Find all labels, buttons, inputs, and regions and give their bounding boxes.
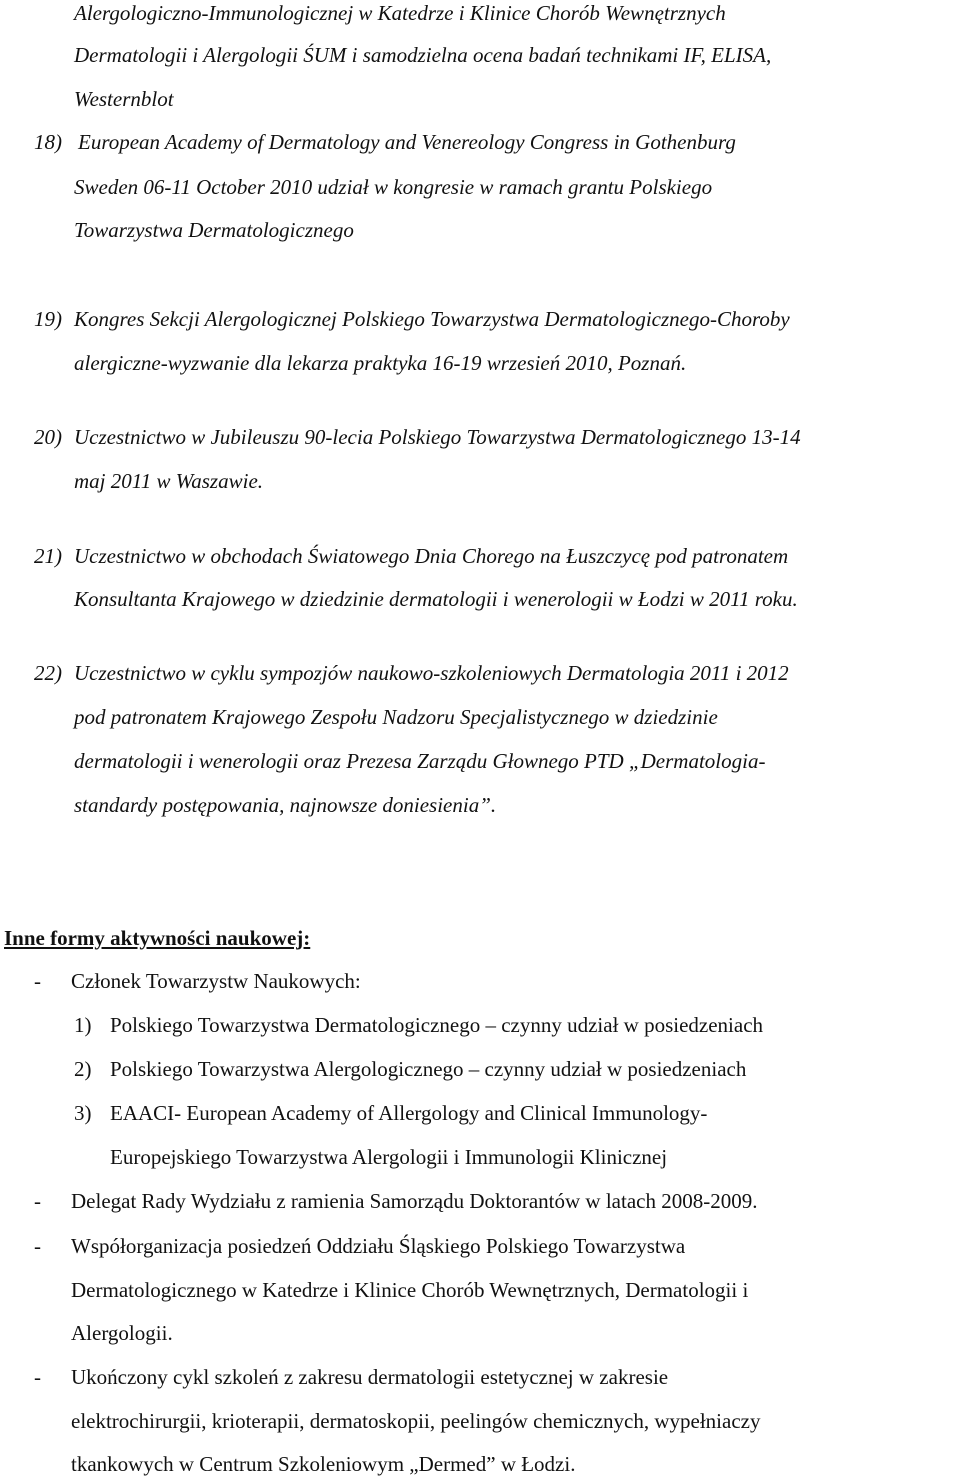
bullet-1-line-1: Delegat Rady Wydziału z ramienia Samorządu Doktorantów w latach 2008-2009. <box>71 1189 758 1213</box>
item-18-line-1: European Academy of Dermatology and Venereology Congress in Gothenburg <box>78 130 736 154</box>
item-21-line-2: Konsultanta Krajowego w dziedzinie dermatologii i wenerologii w Łodzi w 2011 roku. <box>74 587 798 611</box>
bullet-3-line-3: tkankowych w Centrum Szkoleniowym „Dermed” w Łodzi. <box>71 1452 576 1476</box>
bullet-2-line-3: Alergologii. <box>71 1321 173 1345</box>
continuation-line-2: Dermatologii i Alergologii ŚUM i samodzielna ocena badań technikami IF, ELISA, <box>74 43 772 67</box>
item-number-21: 21) <box>34 544 62 568</box>
item-22-line-4: standardy postępowania, najnowsze doniesienia”. <box>74 793 497 817</box>
item-20-line-2: maj 2011 w Waszawie. <box>74 469 264 493</box>
item-21-line-1: Uczestnictwo w obchodach Światowego Dnia Chorego na Łuszczycę pod patronatem <box>74 544 789 568</box>
society-3: EAACI- European Academy of Allergology and Clinical Immunology- <box>110 1101 708 1125</box>
item-number-22: 22) <box>34 661 62 685</box>
society-1: Polskiego Towarzystwa Dermatologicznego – czynny udział w posiedzeniach <box>110 1013 764 1037</box>
item-19-line-1: Kongres Sekcji Alergologicznej Polskiego Towarzystwa Dermatologicznego-Choroby <box>74 307 790 331</box>
item-number-18: 18) <box>34 130 62 154</box>
bullet-dash: - <box>34 1189 41 1213</box>
bullet-2-line-2: Dermatologicznego w Katedrze i Klinice Chorób Wewnętrznych, Dermatologii i <box>71 1278 749 1302</box>
item-19-line-2: alergiczne-wyzwanie dla lekarza praktyka 16-19 wrzesień 2010, Poznań. <box>74 351 687 375</box>
continuation-line-1: Alergologiczno-Immunologicznej w Katedrze i Klinice Chorób Wewnętrznych <box>74 1 726 25</box>
item-20-line-1: Uczestnictwo w Jubileuszu 90-lecia Polskiego Towarzystwa Dermatologicznego 13-14 <box>74 425 801 449</box>
member-line: Członek Towarzystw Naukowych: <box>71 969 361 993</box>
bullet-2-line-1: Współorganizacja posiedzeń Oddziału Śląskiego Polskiego Towarzystwa <box>71 1234 686 1258</box>
bullet-dash: - <box>34 1365 41 1389</box>
continuation-line-3: Westernblot <box>74 87 174 111</box>
bullet-dash: - <box>34 1234 41 1258</box>
society-2: Polskiego Towarzystwa Alergologicznego – czynny udział w posiedzeniach <box>110 1057 747 1081</box>
item-22-line-1: Uczestnictwo w cyklu sympozjów naukowo-szkoleniowych Dermatologia 2011 i 2012 <box>74 661 789 685</box>
item-18-line-3: Towarzystwa Dermatologicznego <box>74 218 354 242</box>
item-22-line-2: pod patronatem Krajowego Zespołu Nadzoru Specjalistycznego w dziedzinie <box>74 705 718 729</box>
item-22-line-3: dermatologii i wenerologii oraz Prezesa Zarządu Głownego PTD „Dermatologia- <box>74 749 766 773</box>
item-18-line-2: Sweden 06-11 October 2010 udział w kongresie w ramach grantu Polskiego <box>74 175 713 199</box>
society-3-cont: Europejskiego Towarzystwa Alergologii i Immunologii Klinicznej <box>110 1145 668 1169</box>
bullet-3-line-1: Ukończony cykl szkoleń z zakresu dermatologii estetycznej w zakresie <box>71 1365 669 1389</box>
item-number-19: 19) <box>34 307 62 331</box>
item-number-20: 20) <box>34 425 62 449</box>
society-number-1: 1) <box>74 1013 92 1037</box>
section-heading: Inne formy aktywności naukowej: <box>4 926 311 950</box>
bullet-dash: - <box>34 969 41 993</box>
bullet-3-line-2: elektrochirurgii, krioterapii, dermatoskopii, peelingów chemicznych, wypełniaczy <box>71 1409 761 1433</box>
society-number-2: 2) <box>74 1057 92 1081</box>
society-number-3: 3) <box>74 1101 92 1125</box>
